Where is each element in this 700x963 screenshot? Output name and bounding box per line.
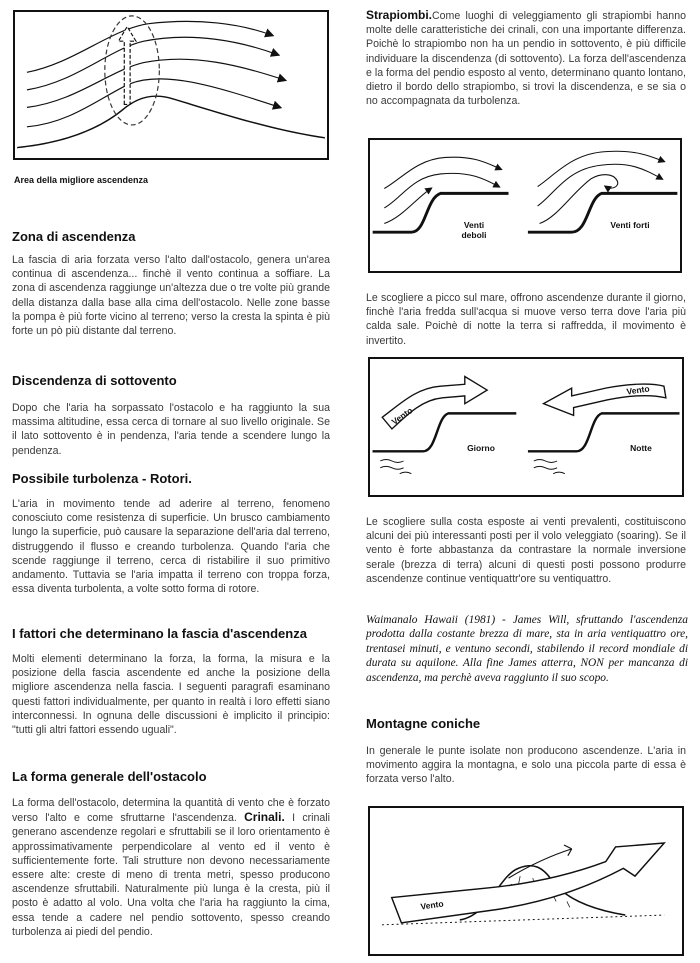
heading-lee-sink: Discendenza di sottovento <box>12 373 177 388</box>
paragraph-cliffs-intro <box>366 8 686 108</box>
heading-turbulence: Possibile turbolenza - Rotori. <box>12 471 192 486</box>
heading-conical-mountains: Montagne coniche <box>366 716 481 731</box>
paragraph-lee-sink: Dopo che l'aria ha sorpassato l'ostacolo e ha raggiunto la sua massima altitudine, essa cerca di tornare al suo livello originale. Se il lato sottovento è in pendenza, l'aria tende a scendere lungo la pendenza. <box>12 402 330 457</box>
weak-wind-label: Venti deboli <box>461 220 487 240</box>
heading-factors: I fattori che determinano la fascia d'ascendenza <box>12 626 307 641</box>
paragraph-coastal-cliffs: Le scogliere sulla costa esposte ai venti prevalenti, costituiscono alcuni dei più interessanti posti per il volo veleggiato (soaring). Se il vento è forte abbastanza da contrastare la normale inversione serale (brezza di terra) alcuni di questi posti possono produrre ascendenze continue ventiquattr'ore su ventiquattro. <box>366 516 686 585</box>
heading-lift-zone: Zona di ascendenza <box>12 229 136 244</box>
ridge-lift-figure <box>13 10 329 160</box>
cliff-wind-illustration <box>370 140 680 271</box>
conical-mountain-illustration <box>370 808 682 954</box>
obstacle-shape-text: La forma dell'ostacolo, determina la quantità di vento che è forzato verso l'alto e come sfruttarne l'ascendenza. <box>12 797 330 825</box>
cliff-wind-figure <box>368 138 682 273</box>
paragraph-conical-mountains: In generale le punte isolate non producono ascendenze. L'aria in movimento aggira la montagna, e solo una piccola parte di essa è forzata verso l'alto. <box>366 745 686 786</box>
wind-right-label: Vento <box>625 383 651 397</box>
wind-left-label: Vento <box>389 405 415 427</box>
cliffs-text: Come luoghi di veleggiamento gli strapiombi hanno molte delle caratteristiche dei crinali, con una importante differenza. Poichè lo strapiombo non ha un pendio in sottovento, è più difficile individuare la discendenza (di sottovento). La forza dell'ascendenza e la forma del pendio esposto al vento, determinano quanto lontano, dietro il bordo dello strapiombo, si trovi la discendenza, e se sia o no accompagnata da turbolenza. <box>366 10 686 108</box>
cliffs-lead: Strapiombi. <box>366 8 433 22</box>
day-night-breeze-figure <box>368 357 684 497</box>
ridge-lift-caption: Area della migliore ascendenza <box>14 175 149 185</box>
paragraph-lift-zone: La fascia di aria forzata verso l'alto dall'ostacolo, genera un'area continua di ascendenza... finchè il vento continua a soffiare. La zona di ascendenza raggiunge un'altezza due o tre volte più grande della distanza dalla base alla cima dell'ostacolo. Nelle zone basse la pompa è più forte vicino al terreno; verso la cresta la spinta è più forte un pò più distante dal terreno. <box>12 254 330 338</box>
day-label: Giorno <box>467 443 495 453</box>
ridges-text: I crinali generano ascendenze regolari e sfruttabili se il loro orientamento è approssimativamente perpendicolare al vento ed il vento è sufficientemente forte. Tali strutture non devono necessariamente essere alte: creste di meno di trenta metri, spesso producono ascendenze sfruttabili. Naturalmente più lunga è la cresta, più il posto è adatto al volo. Una volta che l'aria ha raggiunto la cima, essa tende a cadere nel pendio sottovento, spesso creando turbolenza ai piedi del pendio. <box>12 812 331 938</box>
ridges-lead: Crinali. <box>244 810 285 825</box>
paragraph-hawaii-record: Waimanalo Hawaii (1981) - James Will, sfruttando l'ascendenza prodotta dalla costante brezza di mare, sta in aria ventiquattro ore, trentasei minuti, e ventuno secondi, stabilendo il record mondiale di durata su aquilone. Alla fine James atterra, NON per mancanza di ascendenza, ma perchè aveva raggiunto il suo scopo. <box>366 614 688 684</box>
conical-mountain-figure <box>368 806 684 956</box>
strong-wind-label: Venti forti <box>610 220 650 230</box>
paragraph-sea-cliffs: Le scogliere a picco sul mare, offrono ascendenze durante il giorno, finchè l'aria fredda sull'acqua si muove verso terra dove l'aria più calda sale. Poichè di notte la terra si raffredda, il movimento è invertito. <box>366 292 686 347</box>
paragraph-obstacle-shape <box>12 796 330 939</box>
heading-obstacle-shape: La forma generale dell'ostacolo <box>12 769 207 784</box>
paragraph-factors: Molti elementi determinano la forza, la forma, la misura e la posizione della fascia ascendente ed anche la posizione della migliore ascendenza nella fascia. I seguenti paragrafi esaminano questi fattori individualmente, per quanto in realtà i loro effetti siano interconnessi. In ognuna delle discussioni è implicito il principio: "tutti gli altri fattori essendo uguali". <box>12 653 330 737</box>
night-label: Notte <box>630 443 652 453</box>
paragraph-turbulence: L'aria in movimento tende ad aderire al terreno, fenomeno conosciuto come resistenza di superficie. Un brusco cambiamento lungo la superficie, può causare la separazione dell'aria dal terreno, distruggendo il flusso e creando turbolenza. Quando l'aria che scende raggiunge il terreno, cerca di ristabilire il suo primitivo andamento. Tuttavia se l'aria impatta il terreno con troppa forza, essa diventa turbolenta, a volte sotto forma di rotore. <box>12 498 330 596</box>
cone-wind-label: Vento <box>419 898 445 912</box>
day-night-breeze-illustration <box>370 359 682 495</box>
ridge-lift-illustration <box>15 12 327 158</box>
